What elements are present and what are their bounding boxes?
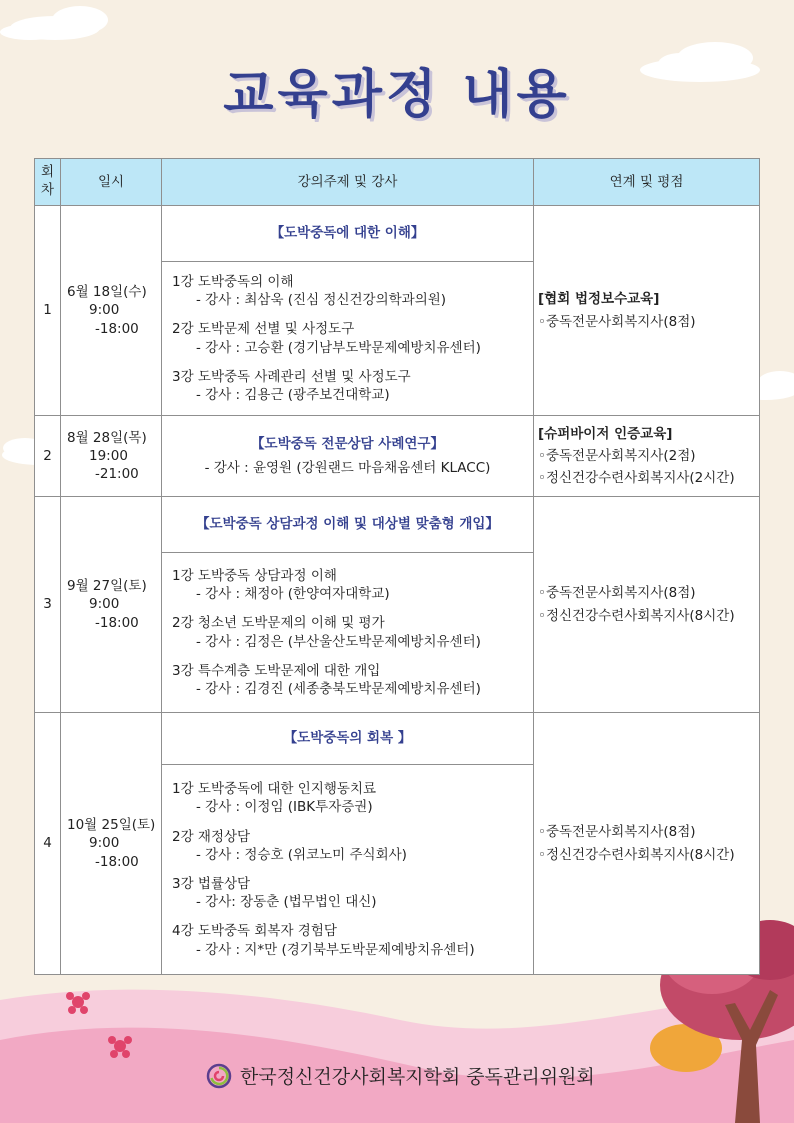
date-text: 6월 18일(수) (67, 284, 147, 301)
credit-item: ◦중독전문사회복지사(8점) (538, 585, 696, 602)
cloud-icon (0, 6, 108, 40)
session-credit (534, 497, 760, 713)
lecture-list (162, 262, 534, 416)
lecture-teacher: - 강사 : 채정아 (한양여자대학교) (196, 586, 390, 603)
time-start: 19:00 (89, 447, 128, 464)
header-no-line-2: 차 (40, 182, 55, 198)
lecture-item (172, 567, 527, 603)
lecture-teacher: - 강사 : 고승환 (경기남부도박문제예방치유센터) (196, 339, 481, 356)
time-start: 9:00 (89, 302, 120, 319)
time-end: -21:00 (95, 466, 139, 483)
credit-item: ◦중독전문사회복지사(8점) (538, 313, 696, 330)
lecture-title: 1강 도박중독에 대한 인지행동치료 (172, 781, 377, 798)
lecture-title: 4강 도박중독 회복자 경험담 (172, 923, 337, 940)
footer (206, 1062, 595, 1089)
credit-item: ◦중독전문사회복지사(2점) (538, 447, 696, 464)
session-topic: 【도박중독 상담과정 이해 및 대상별 맞춤형 개입】 (162, 497, 534, 553)
lecture-teacher: - 강사 : 지*만 (경기북부도박문제예방치유센터) (196, 941, 475, 958)
lecture-list (162, 553, 534, 713)
lecture-title: 1강 도박중독의 이해 (172, 273, 294, 290)
page-title: 교육과정 내용 (223, 65, 571, 125)
lecture-title: 2강 청소년 도박문제의 이해 및 평가 (172, 615, 385, 632)
credit-heading: [슈퍼바이저 인증교육] (538, 425, 673, 442)
session-topic: 【도박중독에 대한 이해】 (162, 206, 534, 262)
footer-organization: 한국정신건강사회복지학회 중독관리위원회 (240, 1066, 595, 1088)
session-credit (534, 713, 760, 975)
credit-heading: [협회 법정보수교육] (538, 291, 660, 308)
lecture-teacher: - 강사 : 최삼욱 (진심 정신건강의학과의원) (196, 292, 447, 309)
date-text: 10월 25일(토) (67, 817, 156, 834)
lecture-teacher: - 강사: 장동춘 (법무법인 대신) (196, 894, 377, 911)
lecture-item (172, 320, 527, 356)
lecture-teacher: - 강사 : 김경진 (세종충북도박문제예방치유센터) (196, 680, 481, 697)
session-date (61, 713, 162, 975)
swirl-logo-icon (206, 1063, 232, 1089)
time-end: -18:00 (95, 320, 139, 337)
lecture-teacher: - 강사 : 김정은 (부산울산도박문제예방치유센터) (196, 633, 481, 650)
session-topic: 【도박중독의 회복 】 (162, 713, 534, 765)
lecture-title: 2강 도박문제 선별 및 사정도구 (172, 321, 355, 338)
table-row (35, 497, 760, 553)
session-number: 3 (35, 497, 61, 713)
lecture-teacher: - 강사 : 김용근 (광주보건대학교) (196, 386, 390, 403)
lecture-title: 1강 도박중독 상담과정 이해 (172, 567, 337, 584)
session-topic-title: 【도박중독 전문상담 사례연구】 (251, 435, 444, 452)
session-topic (162, 416, 534, 497)
session-credit (534, 206, 760, 416)
credit-item: ◦중독전문사회복지사(8점) (538, 824, 696, 841)
lecture-teacher: - 강사 : 정승호 (위코노미 주식회사) (196, 846, 407, 863)
header-credit: 연계 및 평점 (534, 159, 760, 206)
table-row (35, 416, 760, 497)
session-number: 4 (35, 713, 61, 975)
lecture-list (162, 765, 534, 975)
date-text: 8월 28일(목) (67, 429, 147, 446)
session-credit (534, 416, 760, 497)
lecture-item (172, 368, 527, 404)
session-date (61, 416, 162, 497)
date-text: 9월 27일(토) (67, 578, 147, 595)
credit-item: ◦정신건강수련사회복지사(8시간) (538, 607, 735, 624)
lecture-item (172, 875, 527, 911)
lecture-item (172, 922, 527, 958)
header-no (35, 159, 61, 206)
time-start: 9:00 (89, 835, 120, 852)
time-end: -18:00 (95, 853, 139, 870)
lecture-teacher: - 강사 : 이정임 (IBK투자증권) (196, 799, 373, 816)
curriculum-table (34, 158, 760, 975)
lecture-title: 3강 도박중독 사례관리 선별 및 사정도구 (172, 368, 411, 385)
time-end: -18:00 (95, 614, 139, 631)
time-start: 9:00 (89, 596, 120, 613)
header-topic: 강의주제 및 강사 (162, 159, 534, 206)
lecture-title: 2강 재정상담 (172, 828, 251, 845)
lecture-item (172, 780, 527, 816)
credit-item: ◦정신건강수련사회복지사(8시간) (538, 846, 735, 863)
lecture-item (172, 828, 527, 864)
lecture-item (172, 614, 527, 650)
lecture-title: 3강 특수계층 도박문제에 대한 개입 (172, 662, 381, 679)
session-number: 1 (35, 206, 61, 416)
session-number: 2 (35, 416, 61, 497)
lecture-item (172, 662, 527, 698)
header-date: 일시 (61, 159, 162, 206)
table-row (35, 206, 760, 262)
session-date (61, 497, 162, 713)
lecture-title: 3강 법률상담 (172, 876, 251, 892)
header-no-line-1: 회 (40, 164, 55, 181)
credit-item: ◦정신건강수련사회복지사(2시간) (538, 470, 735, 487)
session-date (61, 206, 162, 416)
table-row (35, 713, 760, 765)
lecture-item (172, 273, 527, 309)
lecture-teacher: - 강사 : 윤영원 (강원랜드 마음채움센터 KLACC) (204, 460, 491, 476)
table-header-row (35, 159, 760, 206)
